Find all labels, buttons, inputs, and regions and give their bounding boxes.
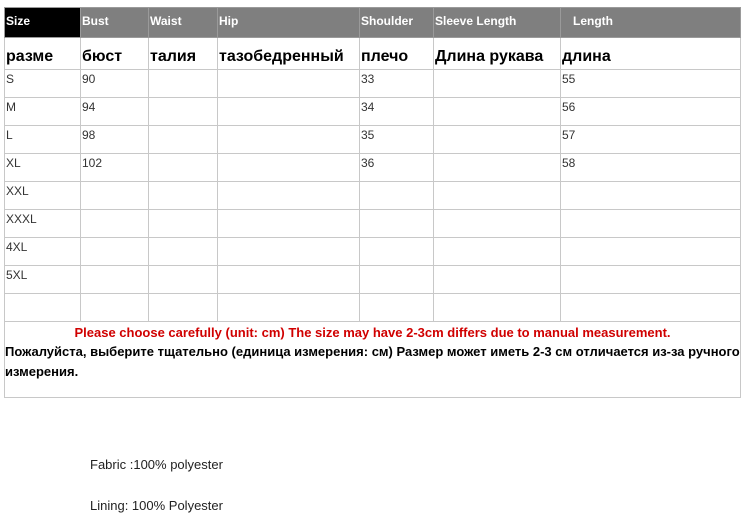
cell-bust: 90 [81,70,149,98]
header-bust: Bust [81,8,149,38]
cell-sleeve-length [434,210,561,238]
cell-waist [149,154,218,182]
header-row-russian [5,38,741,70]
header-ru-bust: бюст [81,38,149,70]
cell-waist [149,294,218,322]
header-sleeve-length: Sleeve Length [434,8,561,38]
header-ru-shoulder: плечо [360,38,434,70]
fabric-info: Fabric :100% polyester [90,457,223,472]
cell-shoulder [360,294,434,322]
cell-waist [149,182,218,210]
table-row [5,126,741,154]
cell-shoulder [360,182,434,210]
cell-size: L [5,126,81,154]
cell-bust [81,238,149,266]
cell-hip [218,154,360,182]
table-row [5,70,741,98]
cell-bust [81,182,149,210]
cell-bust: 98 [81,126,149,154]
cell-bust [81,294,149,322]
lining-info: Lining: 100% Polyester [90,498,223,513]
header-size: Size [5,8,81,38]
cell-sleeve-length [434,294,561,322]
cell-hip [218,210,360,238]
note-row [5,322,741,398]
cell-length [561,210,741,238]
cell-hip [218,238,360,266]
cell-hip [218,98,360,126]
cell-hip [218,126,360,154]
header-length: Length [561,8,741,38]
cell-waist [149,70,218,98]
table-row [5,238,741,266]
cell-sleeve-length [434,154,561,182]
cell-bust: 102 [81,154,149,182]
header-ru-sleeve-length: Длина рукава [434,38,561,70]
cell-length: 58 [561,154,741,182]
cell-hip [218,70,360,98]
table-row [5,98,741,126]
cell-length [561,238,741,266]
table-row [5,266,741,294]
table-row [5,182,741,210]
cell-length [561,182,741,210]
cell-length: 56 [561,98,741,126]
cell-size: XXXL [5,210,81,238]
header-ru-waist: талия [149,38,218,70]
header-waist: Waist [149,8,218,38]
cell-shoulder: 33 [360,70,434,98]
cell-length: 55 [561,70,741,98]
header-shoulder: Shoulder [360,8,434,38]
size-chart-table [4,7,741,398]
measurement-note-en: Please choose carefully (unit: cm) The size may have 2-3cm differs due to manual measurement. [74,325,671,340]
cell-size: XL [5,154,81,182]
cell-length [561,266,741,294]
cell-size: 5XL [5,266,81,294]
cell-waist [149,266,218,294]
cell-shoulder: 34 [360,98,434,126]
cell-shoulder: 36 [360,154,434,182]
cell-sleeve-length [434,98,561,126]
cell-sleeve-length [434,238,561,266]
cell-length [561,294,741,322]
cell-shoulder [360,210,434,238]
header-ru-size: разме [5,38,81,70]
cell-size: 4XL [5,238,81,266]
cell-sleeve-length [434,266,561,294]
cell-waist [149,238,218,266]
cell-hip [218,182,360,210]
cell-shoulder: 35 [360,126,434,154]
cell-bust: 94 [81,98,149,126]
header-row-english [5,8,741,38]
cell-bust [81,266,149,294]
cell-bust [81,210,149,238]
cell-length: 57 [561,126,741,154]
header-ru-hip: тазобедренный [218,38,360,70]
table-row [5,210,741,238]
cell-size: S [5,70,81,98]
cell-waist [149,210,218,238]
cell-sleeve-length [434,70,561,98]
header-hip: Hip [218,8,360,38]
cell-waist [149,126,218,154]
header-ru-length: длина [561,38,741,70]
measurement-note-ru: Пожалуйста, выберите тщательно (единица измерения: см) Размер может иметь 2-3 см отличается из-за ручного измерения. [5,344,740,379]
cell-hip [218,294,360,322]
table-row [5,154,741,182]
note-cell [5,322,741,398]
cell-size [5,294,81,322]
cell-waist [149,98,218,126]
cell-sleeve-length [434,126,561,154]
cell-shoulder [360,238,434,266]
cell-size: M [5,98,81,126]
table-row [5,294,741,322]
cell-sleeve-length [434,182,561,210]
cell-shoulder [360,266,434,294]
cell-size: XXL [5,182,81,210]
cell-hip [218,266,360,294]
